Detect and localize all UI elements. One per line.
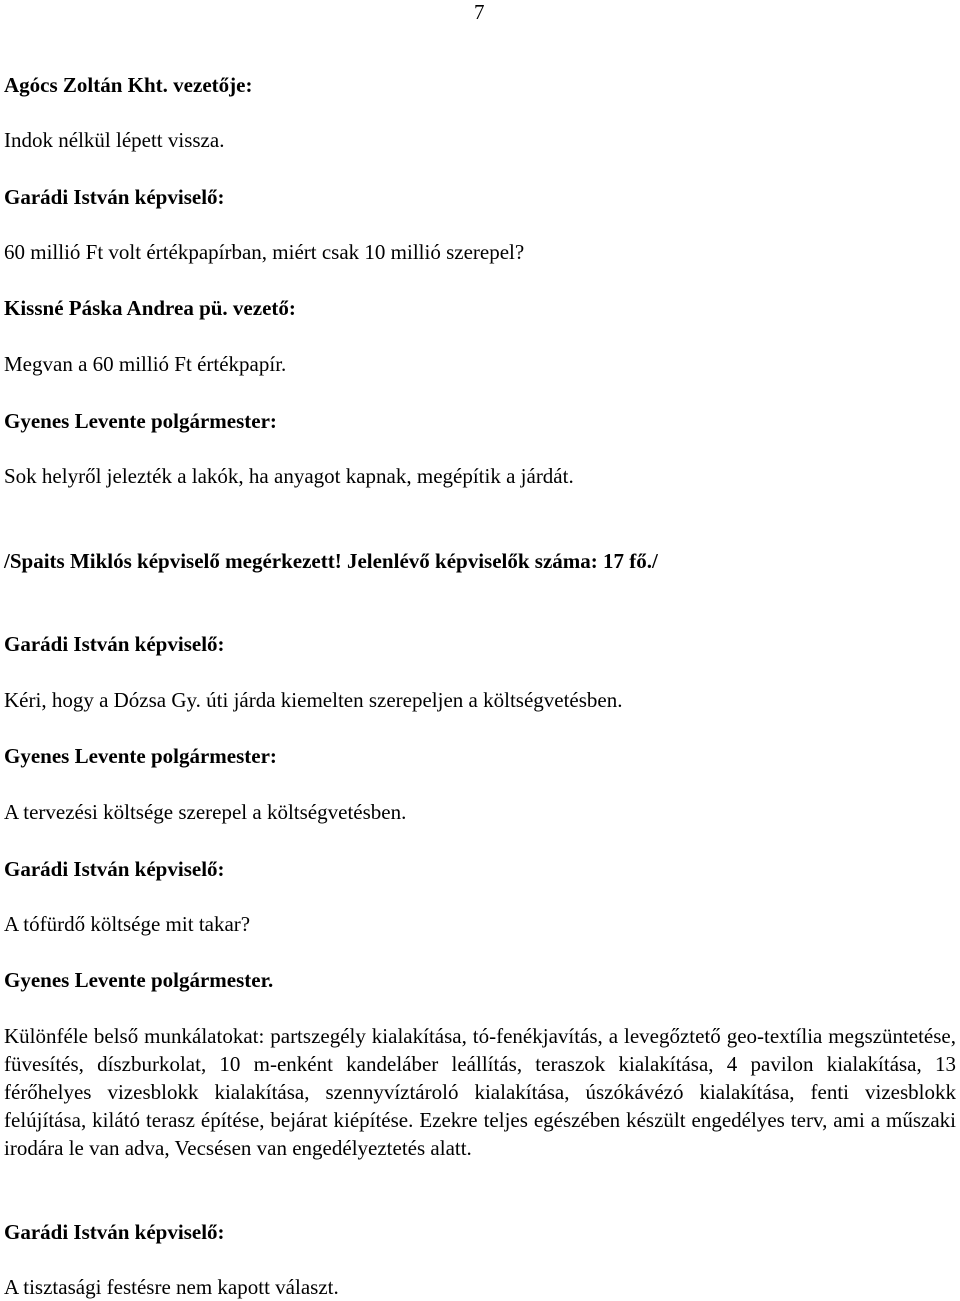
statement-text: Sok helyről jelezték a lakók, ha anyagot kapnak, megépítik a járdát. — [4, 464, 574, 488]
statement-text: A tervezési költsége szerepel a költségvetésben. — [4, 800, 407, 824]
statement-paragraph: Különféle belső munkálatokat: partszegély kialakítása, tó-fenékjavítás, a levegőztető geo-textília megszüntetése, füvesítés, díszburkolat, 10 m-enként kandeláber leállítás, teraszok kialakítása, 4 pavilon kialakítása, 13 férőhelyes vizesblokk kialakítása, szennyvíztároló kialakítása, úszókávézó kialakítása, fenti vizesblokk felújítása, kilátó terasz építése, bejárat kiépítése. Ezekre teljes egészében készült engedélyes terv, ami a műszaki irodára le van adva, Vecsésen van engedélyeztetés alatt. — [4, 1024, 956, 1160]
speaker-gyenes: Gyenes Levente polgármester: — [4, 409, 277, 433]
statement-text: A tisztasági festésre nem kapott választ. — [4, 1275, 339, 1299]
speaker-gyenes: Gyenes Levente polgármester. — [4, 968, 274, 992]
speaker-garadi: Garádi István képviselő: — [4, 632, 225, 656]
speaker-garadi: Garádi István képviselő: — [4, 185, 225, 209]
attendance-note: /Spaits Miklós képviselő megérkezett! Jelenlévő képviselők száma: 17 fő./ — [4, 549, 658, 573]
speaker-gyenes: Gyenes Levente polgármester: — [4, 744, 277, 768]
statement-text: A tófürdő költsége mit takar? — [4, 912, 251, 936]
speaker-garadi: Garádi István képviselő: — [4, 857, 225, 881]
statement-text: Megvan a 60 millió Ft értékpapír. — [4, 352, 287, 376]
speaker-kissne: Kissné Páska Andrea pü. vezető: — [4, 296, 296, 320]
statement-text: Kéri, hogy a Dózsa Gy. úti járda kiemelten szerepeljen a költségvetésben. — [4, 688, 623, 712]
speaker-garadi: Garádi István képviselő: — [4, 1220, 225, 1244]
speaker-agocs: Agócs Zoltán Kht. vezetője: — [4, 73, 253, 97]
page-number: 7 — [474, 0, 485, 24]
statement-text: Indok nélkül lépett vissza. — [4, 128, 225, 152]
statement-text: 60 millió Ft volt értékpapírban, miért csak 10 millió szerepel? — [4, 240, 525, 264]
